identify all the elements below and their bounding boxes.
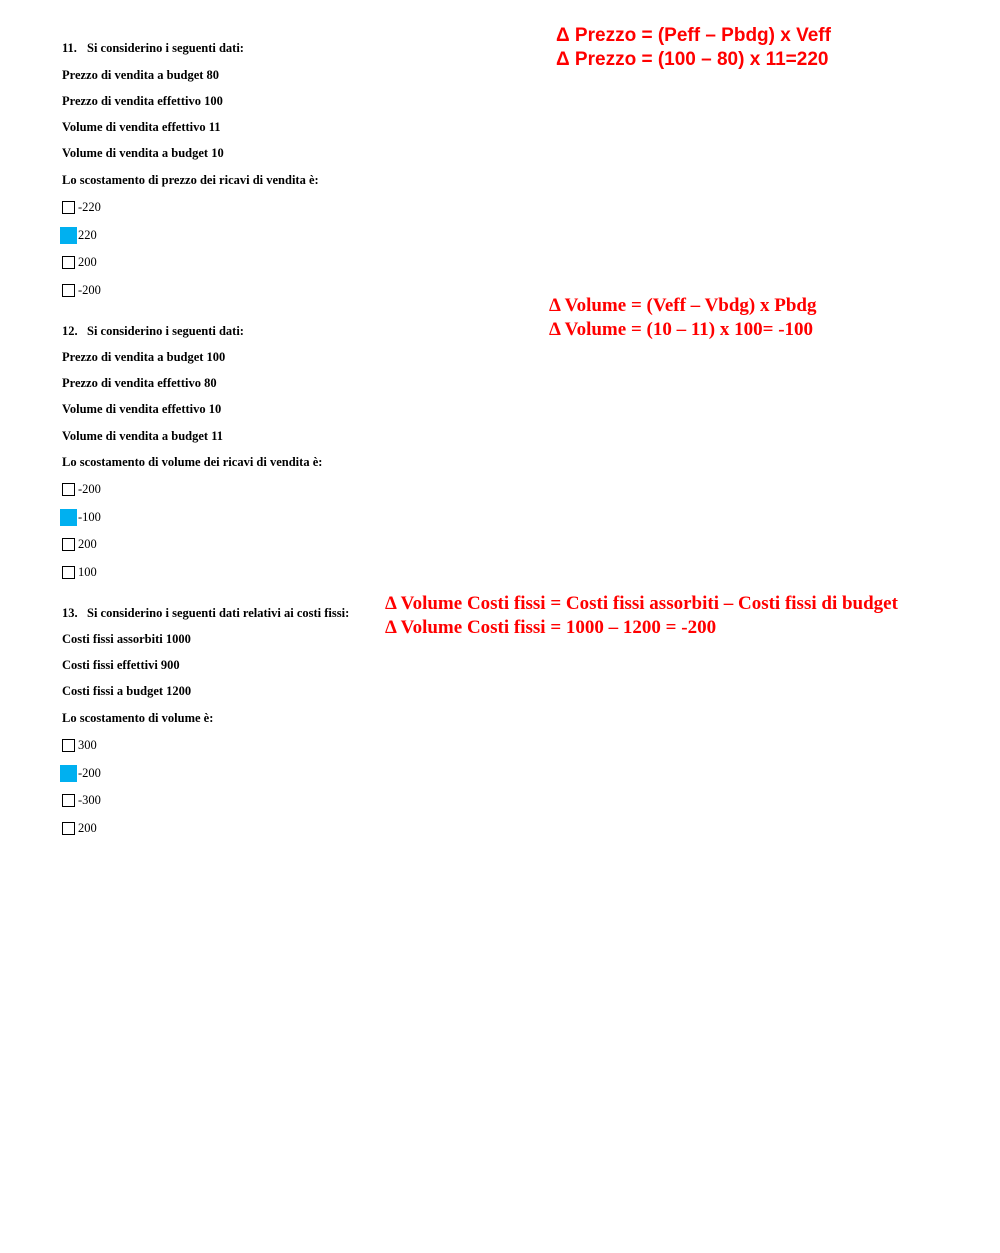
answer-option[interactable] xyxy=(62,509,101,525)
option-label: 100 xyxy=(78,564,97,579)
answer-option[interactable] xyxy=(62,199,101,215)
question-number: 13. xyxy=(62,606,78,620)
annotation-q11-formula: Δ Prezzo = (Peff – Pbdg) x Veff xyxy=(556,25,831,46)
question-prompt: Lo scostamento di prezzo dei ricavi di vendita è: xyxy=(62,173,319,187)
data-line: Costi fissi assorbiti 1000 xyxy=(62,632,191,646)
question-13-title xyxy=(62,606,349,621)
option-label: 220 xyxy=(78,227,97,242)
data-line: Volume di vendita a budget 10 xyxy=(62,146,224,160)
checkbox-checked[interactable] xyxy=(60,765,77,782)
question-12-title xyxy=(62,324,244,339)
option-label: -220 xyxy=(78,199,101,214)
checkbox[interactable] xyxy=(62,483,75,496)
question-prompt: Lo scostamento di volume è: xyxy=(62,711,214,725)
checkbox[interactable] xyxy=(62,284,75,297)
answer-option[interactable] xyxy=(62,564,97,580)
question-prompt: Lo scostamento di volume dei ricavi di vendita è: xyxy=(62,455,323,469)
annotation-q13-formula: Δ Volume Costi fissi = Costi fissi assorbiti – Costi fissi di budget xyxy=(385,593,898,614)
data-line: Volume di vendita effettivo 11 xyxy=(62,120,221,134)
question-text: Si considerino i seguenti dati: xyxy=(87,324,244,338)
answer-option[interactable] xyxy=(62,792,101,808)
checkbox-checked[interactable] xyxy=(60,509,77,526)
option-label: 200 xyxy=(78,820,97,835)
answer-option[interactable] xyxy=(62,765,101,781)
answer-option[interactable] xyxy=(62,481,101,497)
data-line: Prezzo di vendita effettivo 80 xyxy=(62,376,217,390)
option-label: -200 xyxy=(78,765,101,780)
annotation-q13-result: Δ Volume Costi fissi = 1000 – 1200 = -200 xyxy=(385,617,717,638)
data-line: Volume di vendita a budget 11 xyxy=(62,429,224,443)
answer-option[interactable] xyxy=(62,282,101,298)
data-line: Prezzo di vendita a budget 100 xyxy=(62,350,226,364)
question-number: 11. xyxy=(62,41,77,55)
option-label: -300 xyxy=(78,792,101,807)
checkbox-checked[interactable] xyxy=(60,227,77,244)
checkbox[interactable] xyxy=(62,739,75,752)
data-line: Costi fissi effettivi 900 xyxy=(62,658,180,672)
answer-option[interactable] xyxy=(62,737,97,753)
question-number: 12. xyxy=(62,324,78,338)
option-label: 200 xyxy=(78,254,97,269)
annotation-q12-formula: Δ Volume = (Veff – Vbdg) x Pbdg xyxy=(549,295,817,316)
annotation-q12-result: Δ Volume = (10 – 11) x 100= -100 xyxy=(549,319,814,340)
checkbox[interactable] xyxy=(62,822,75,835)
checkbox[interactable] xyxy=(62,256,75,269)
option-label: -100 xyxy=(78,509,101,524)
checkbox[interactable] xyxy=(62,566,75,579)
option-label: -200 xyxy=(78,282,101,297)
data-line: Costi fissi a budget 1200 xyxy=(62,684,192,698)
option-label: -200 xyxy=(78,481,101,496)
data-line: Prezzo di vendita a budget 80 xyxy=(62,68,220,82)
checkbox[interactable] xyxy=(62,538,75,551)
data-line: Prezzo di vendita effettivo 100 xyxy=(62,94,223,108)
question-text: Si considerino i seguenti dati: xyxy=(87,41,244,55)
answer-option[interactable] xyxy=(62,820,97,836)
checkbox[interactable] xyxy=(62,201,75,214)
option-label: 200 xyxy=(78,536,97,551)
answer-option[interactable] xyxy=(62,227,97,243)
answer-option[interactable] xyxy=(62,254,97,270)
annotation-q11-result: Δ Prezzo = (100 – 80) x 11=220 xyxy=(556,49,829,70)
question-text: Si considerino i seguenti dati relativi ai costi fissi: xyxy=(87,606,350,620)
checkbox[interactable] xyxy=(62,794,75,807)
question-11-title xyxy=(62,41,244,56)
data-line: Volume di vendita effettivo 10 xyxy=(62,402,222,416)
option-label: 300 xyxy=(78,737,97,752)
answer-option[interactable] xyxy=(62,536,97,552)
